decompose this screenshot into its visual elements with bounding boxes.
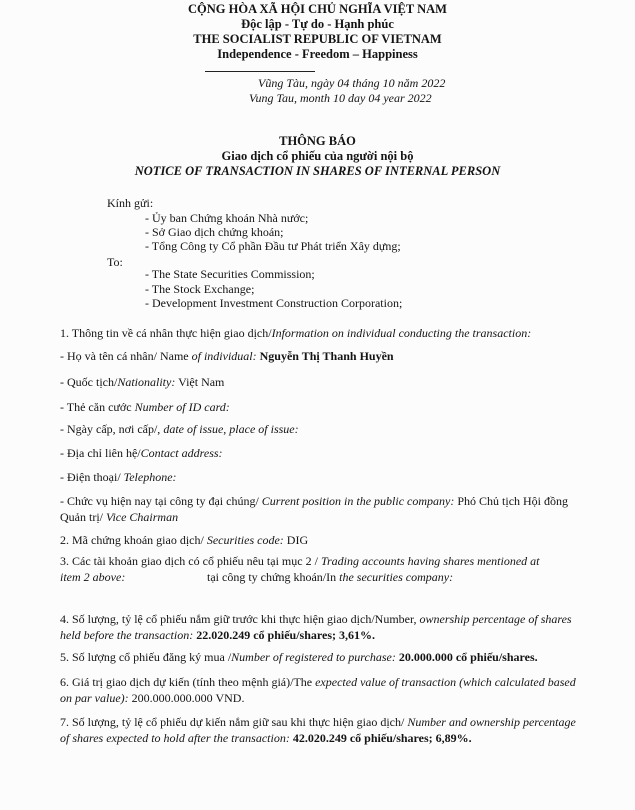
recipient-en-2: - The Stock Exchange; (145, 282, 255, 296)
recipient-vn-3: - Tổng Công ty Cổ phần Đầu tư Phát triển Xây dựng; (145, 239, 401, 253)
issue-line: - Ngày cấp, nơi cấp/, date of issue, place of issue: (60, 422, 299, 436)
section4-line2: held before the transaction: 22.020.249 cổ phiếu/shares; 3,61%. (60, 628, 375, 642)
recipient-vn-1: - Ủy ban Chứng khoán Nhà nước; (145, 211, 309, 225)
national-title-vn: CỘNG HÒA XÃ HỘI CHỦ NGHĨA VIỆT NAM (188, 2, 447, 16)
national-title-en: THE SOCIALIST REPUBLIC OF VIETNAM (193, 32, 442, 46)
recipient-en-3: - Development Investment Construction Corporation; (145, 296, 403, 310)
recipients-label-en: To: (107, 255, 123, 269)
nationality-line: - Quốc tịch/Nationality: Việt Nam (60, 375, 225, 389)
notice-title: THÔNG BÁO (279, 134, 356, 148)
shares-before-value: 22.020.249 cổ phiếu/shares; 3,61%. (196, 628, 375, 642)
section4-line1: 4. Số lượng, tỷ lệ cổ phiếu nắm giữ trước khi thực hiện giao dịch/Number, ownership percentage of shares (60, 612, 572, 626)
section6-line2: on par value): 200.000.000.000 VND. (60, 691, 245, 705)
notice-subtitle-en: NOTICE OF TRANSACTION IN SHARES OF INTERNAL PERSON (134, 164, 501, 178)
header-divider (205, 71, 315, 72)
section6-line1: 6. Giá trị giao dịch dự kiến (tính theo mệnh giá)/The expected value of transaction (which calculated based (60, 675, 576, 689)
section1-heading: 1. Thông tin về cá nhân thực hiện giao dịch/Information on individual conducting the transaction: (60, 326, 532, 340)
section3-line2b: tại công ty chứng khoán/In the securities company: (207, 570, 454, 584)
position-line-2: Quản trị/ Vice Chairman (60, 510, 179, 524)
section7-line1: 7. Số lượng, tỷ lệ cổ phiếu dự kiến nắm giữ sau khi thực hiện giao dịch/ Number and ownership percentage (60, 715, 576, 729)
recipient-vn-2: - Sở Giao dịch chứng khoán; (145, 225, 284, 239)
individual-name: Nguyễn Thị Thanh Huyền (259, 349, 394, 363)
date-vn: Vũng Tàu, ngày 04 tháng 10 năm 2022 (258, 76, 446, 90)
expected-value: 200.000.000.000 VND. (131, 691, 245, 705)
name-line: - Họ và tên cá nhân/ Name of individual: Nguyễn Thị Thanh Huyền (60, 349, 394, 363)
notice-subtitle-vn: Giao dịch cổ phiếu của người nội bộ (221, 149, 414, 163)
recipients-label-vn: Kính gửi: (107, 196, 154, 210)
registered-purchase-value: 20.000.000 cổ phiếu/shares. (398, 650, 538, 664)
position-line: - Chức vụ hiện nay tại công ty đại chúng/ Current position in the public company: Phó Chủ tịch Hội đồng (60, 494, 569, 508)
section3-line1: 3. Các tài khoản giao dịch có cổ phiếu nêu tại mục 2 / Trading accounts having shares mentioned at (60, 554, 540, 568)
date-en: Vung Tau, month 10 day 04 year 2022 (249, 91, 432, 105)
shares-after-value: 42.020.249 cổ phiếu/shares; 6,89%. (292, 731, 472, 745)
section3-line2: item 2 above: (60, 570, 126, 584)
motto-en: Independence - Freedom – Happiness (217, 47, 418, 61)
recipient-en-1: - The State Securities Commission; (145, 267, 315, 281)
section7-line2: of shares expected to hold after the transaction: 42.020.249 cổ phiếu/shares; 6,89%. (60, 731, 472, 745)
address-line: - Địa chỉ liên hệ/Contact address: (60, 446, 223, 460)
motto-vn: Độc lập - Tự do - Hạnh phúc (241, 17, 394, 31)
id-card-line: - Thẻ căn cước Number of ID card: (60, 400, 230, 414)
phone-line: - Điện thoại/ Telephone: (60, 470, 177, 484)
section5-line: 5. Số lượng cổ phiếu đăng ký mua /Number of registered to purchase: 20.000.000 cổ phiếu/shares. (60, 650, 538, 664)
securities-code-line: 2. Mã chứng khoán giao dịch/ Securities code: DIG (60, 533, 309, 547)
